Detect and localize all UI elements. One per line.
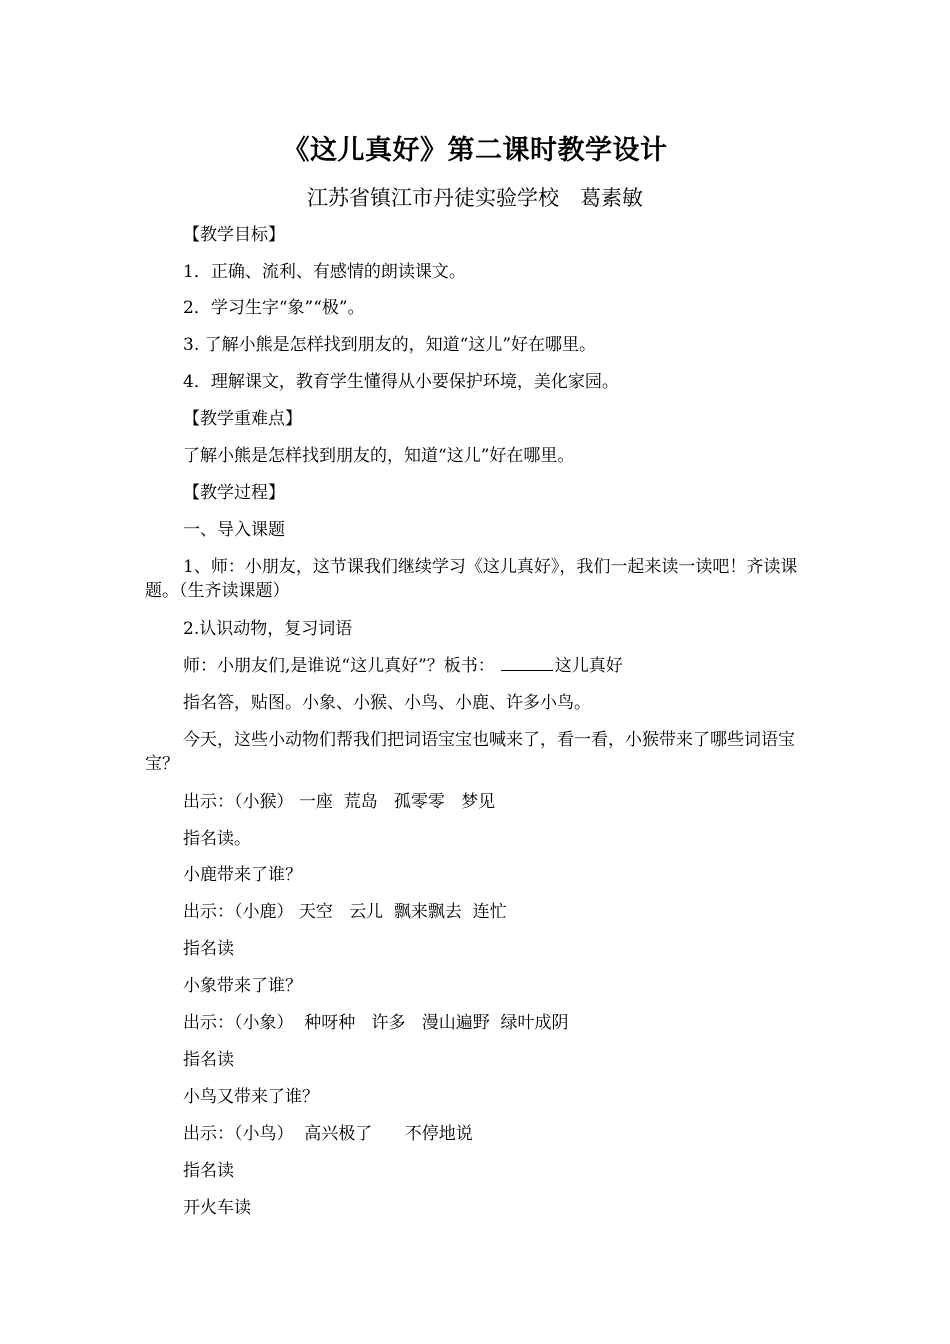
- key-points-heading: 【教学重难点】: [183, 409, 302, 429]
- word-list: 出示：（小鹿） 天空 云儿 飘来飘去 连忙: [183, 902, 507, 922]
- step-heading: 2.认识动物，复习词语: [183, 619, 353, 639]
- instruction-line: 指名读: [183, 1161, 234, 1181]
- author-line: 江苏省镇江市丹徒实验学校 葛素敏: [307, 186, 643, 210]
- question-suffix: 这儿真好: [554, 656, 623, 676]
- teacher-question: [183, 654, 623, 678]
- word-list: 出示：（小猴） 一座 荒岛 孤零零 梦见: [183, 792, 496, 812]
- question-text: 师：小朋友们,是谁说“这儿真好”？板书：: [183, 656, 495, 676]
- question-line: 小象带来了谁？: [183, 976, 302, 996]
- key-points-text: 了解小熊是怎样找到朋友的，知道“这儿”好在哪里。: [183, 446, 575, 466]
- goal-item: 2．学习生字“象”“极”。: [183, 298, 365, 318]
- instruction-line: 开火车读: [183, 1198, 251, 1218]
- question-line: 小鸟又带来了谁？: [183, 1087, 319, 1107]
- instruction-line: 指名读: [183, 939, 234, 959]
- word-list: 出示：（小鸟） 高兴极了 不停地说: [183, 1124, 473, 1144]
- answer-line: 指名答，贴图。小象、小猴、小鸟、小鹿、许多小鸟。: [183, 693, 591, 713]
- paragraph: 1、师：小朋友，这节课我们继续学习《这儿真好》，我们一起来读一读吧！齐读课题。（生齐读课题）: [145, 557, 798, 601]
- process-heading: 【教学过程】: [183, 483, 285, 503]
- paragraph: 今天，这些小动物们帮我们把词语宝宝也喊来了，看一看，小猴带来了哪些词语宝宝？: [145, 730, 795, 774]
- document-title: 《这儿真好》第二课时教学设计: [282, 135, 668, 166]
- goal-item: 1．正确、流利、有感情的朗读课文。: [183, 262, 466, 282]
- section-heading: 一、导入课题: [183, 520, 285, 540]
- fill-blank: [501, 654, 553, 671]
- goal-item: 3. 了解小熊是怎样找到朋友的，知道“这儿”好在哪里。: [183, 335, 597, 355]
- goal-item: 4．理解课文，教育学生懂得从小要保护环境，美化家园。: [183, 372, 619, 392]
- word-list: 出示：（小象） 种呀种 许多 漫山遍野 绿叶成阴: [183, 1013, 569, 1033]
- instruction-line: 指名读。: [183, 829, 251, 849]
- instruction-line: 指名读: [183, 1050, 234, 1070]
- question-line: 小鹿带来了谁？: [183, 865, 302, 885]
- goals-heading: 【教学目标】: [183, 225, 285, 245]
